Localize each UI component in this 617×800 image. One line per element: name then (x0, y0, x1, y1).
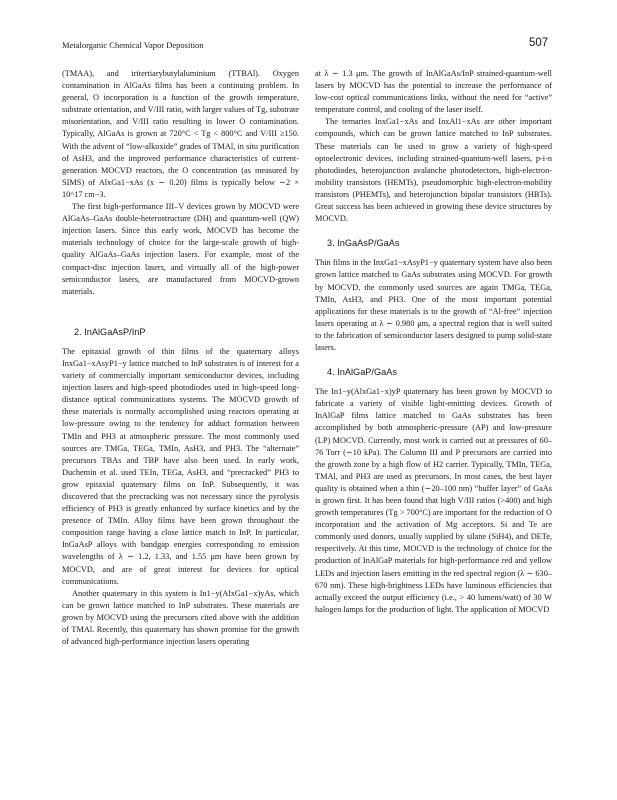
paragraph: The ternaries InxGa1−xAs and InxAl1−xAs are other important compounds, which can be grown lattice matched to InP substrates. These materials can be used to grow a variety of high-speed optoelectronic devices, including strained-quantum-well lasers, p-i-n photodiodes, heterojunction avalanche photodetectors, high-electron-mobility transistors (HEMTs), pseudomorphic high-electron-mobility transistors (PHEMTs), and heterojunction bipolar transistors (HBTs). Great success has been achieved in growing these device structures by MOCVD. (315, 117, 552, 224)
right-column (315, 68, 552, 616)
paragraph: Another quaternary in this system is In1−y(AlxGa1−x)yAs, which can be grown lattice matched to InP substrates. These materials are grown by MOCVD using the precursors cited above with the addition of TMAl. Recently, this quaternary has shown promise for the growth of advanced high-performance injection lasers operating (62, 588, 299, 647)
paragraph: Thin films in the InxGa1−xAsyP1−y quaternary system have also been grown lattice matched to GaAs substrates using MOCVD. For growth by MOCVD, the commonly used sources are again TMGa, TEGa, TMIn, AsH3, and PH3. One of the most important potential applications for these materials is to the growth of “Al-free” injection lasers operating at λ ∼ 0.980 μm, a spectral region that is well suited to the fabrication of semiconductor lasers designed to pump solid-state lasers. (315, 258, 552, 352)
section-heading: 3. InGaAsP/GaAs (327, 238, 400, 249)
paragraph: at λ ∼ 1.3 μm. The growth of InAlGaAs/InP strained-quantum-well lasers by MOCVD has the potential to increase the performance of low-cost optical communications links, without the need for “active” temperature control, and cooling of the laser itself. (315, 69, 552, 115)
paragraph: The first high-performance III–V devices grown by MOCVD were AlGaAs–GaAs double-heterostructure (DH) and quantum-well (QW) injection lasers. Since this early work, MOCVD has become the materials technology of choice for the large-scale growth of high-quality AlGaAs–GaAs injection lasers. For example, most of the compact-disc injection lasers, and virtually all of the high-power semiconductor lasers, are manufactured from MOCVD-grown materials. (62, 202, 299, 296)
running-title: Metalorganic Chemical Vapor Deposition (62, 40, 204, 50)
page-number: 507 (529, 37, 549, 49)
section-heading: 2. InAlGaAsP/InP (74, 326, 146, 337)
paragraph: The epitaxial growth of thin films of the quaternary alloys InxGa1−xAsyP1−y lattice matched to InP substrates is of interest for a variety of commercially important semiconductor devices, including injection lasers and high-speed photodiodes used in high-speed long-distance optical communications systems. The MOCVD growth of these materials is normally accomplished using reactors operating at low-pressure owing to the tendency for adduct formation between TMIn and PH3 at atmospheric pressure. The most commonly used sources are TMGa, TEGa, TMIn, AsH3, and PH3. The “alternate” precursors TBAs and TBP have also been used. In early work, Duchemin et al. used TEIn, TEGa, AsH3, and “precracked” PH3 to grow epitaxial quaternary films on InP. Subsequently, it was discovered that the precracking was not necessary since the pyrolysis efficiency of PH3 is greatly enhanced by surface kinetics and by the presence of TMIn. Alloy films have been grown throughout the composition range having a close lattice match to InP. In particular, InGaAsP alloys with bandgap energies corresponding to emission wavelengths of λ ∼ 1.2, 1.33, and 1.55 μm have been grown by MOCVD, and are of great interest for devices for optical communications. (62, 346, 299, 586)
paragraph: (TMAA), and tritertiarybutylaluminium (TTBAl). Oxygen contamination in AlGaAs films has been a continuing problem. In general, O incorporation is a function of the growth temperature, substrate orientation, and V/III ratio, with larger values of Tg, substrate misorientation, and V/III ratio resulting in lower O contamination. Typically, AlGaAs is grown at 720°C < Tg < 800°C and V/III ≥150. With the advent of “low-alkoxide” grades of TMAl, in situ purification of AsH3, and the improved performance characteristics of current-generation MOCVD reactors, the O concentration (as measured by SIMS) of AlxGa1−xAs (x ∼ 0.20) films is typically below ∼2 × 10^17 cm−3. (62, 69, 299, 199)
section-heading: 4. InAlGaP/GaAs (327, 367, 397, 378)
paragraph: The In1−y(AlxGa1−x)yP quaternary has been grown by MOCVD to fabricate a variety of visible light-emitting devices. Growth of InAlGaP films lattice matched to GaAs substrates has been accomplished by both atmospheric-pressure (AP) and low-pressure (LP) MOCVD. Currently, most work is carried out at pressures of 60–76 Torr (∼10 kPa). The Column III and P precursors are carried into the growth zone by a high flow of H2 carrier. Typically, TMIn, TEGa, TMAl, and PH3 are used as precursors. In most cases, the best layer quality is obtained when a thin (∼20–100 nm) “buffer layer” of GaAs is grown first. It has been found that high V/III ratios (>400) and high growth temperatures (Tg > 700°C) are important for the reduction of O incorporation and the activation of Mg acceptors. Si and Te are commonly used donors, usually supplied by silane (SiH4), and DETe, respectively. At this time, MOCVD is the technology of choice for the production of InAlGaP materials for high-performance red and yellow LEDs and injection lasers emitting in the red spectral region (λ ∼ 630–670 nm). These high-brightness LEDs have luminous efficiencies that actually exceed the output efficiency (i.e., > 40 lumens/watt) of 30 W halogen lamps for the production of light. The application of MOCVD (315, 387, 552, 614)
left-column (62, 68, 299, 648)
